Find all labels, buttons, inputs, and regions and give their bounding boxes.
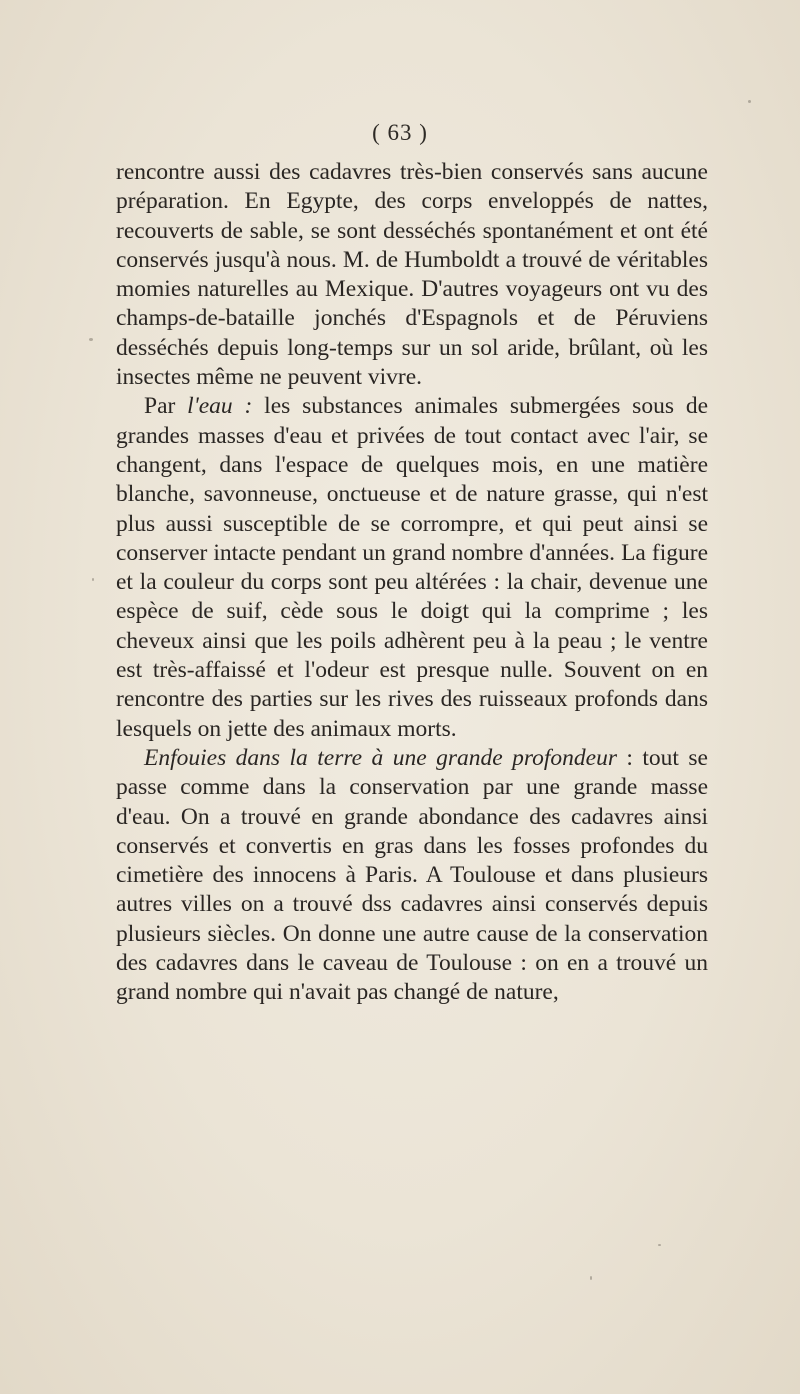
paper-speck — [748, 100, 751, 103]
paper-speck — [658, 1244, 661, 1246]
paper-speck — [92, 578, 94, 581]
paragraph-2-lead: Par — [144, 393, 188, 420]
paragraph-2-text: les substances animales submergées sous de grandes masses d'eau et privées de tout contact avec l'air, se changent, dans l'espace de quelques mois, en une matière blanche, savonneuse, onctueuse et de nature grasse, qui n'est plus aussi susceptible de se corrompre, et qui peut ainsi se conserver intacte pendant un grand nombre d'années. La figure et la couleur du corps sont peu altérées : la chair, devenue une espèce de suif, cède sous le doigt qui la comprime ; les cheveux ainsi que les poils adhèrent peu à la peau ; le ventre est très-affaissé et l'odeur est presque nulle. Souvent on en rencontre des parties sur les rives des ruisseaux profonds dans lesquels on jette des animaux morts. — [116, 393, 708, 742]
paragraph-2-emphasis: l'eau : — [187, 393, 253, 420]
paragraph-1 — [116, 158, 708, 392]
paragraph-2 — [116, 392, 708, 744]
paper-speck — [590, 1276, 592, 1280]
paragraph-1-text: rencontre aussi des cadavres très-bien conservés sans aucune préparation. En Egypte, des corps enveloppés de nattes, recouverts de sable, se sont desséchés spontanément et ont été conservés jusqu'à nous. M. de Humboldt a trouvé de véritables momies naturelles au Mexique. D'autres voyageurs ont vu des champs-de-bataille jonchés d'Espagnols et de Péruviens desséchés depuis long-temps sur un sol aride, brûlant, où les insectes même ne peuvent vivre. — [116, 159, 708, 391]
page-number: ( 63 ) — [372, 120, 428, 145]
paragraph-3-emphasis: Enfouies dans la terre à une grande profondeur — [144, 744, 617, 771]
paragraph-3-text: : tout se passe comme dans la conservation par une grande masse d'eau. On a trouvé en grande abondance des cadavres ainsi conservés et convertis en gras dans les fosses profondes du cimetière des innocens à Paris. A Toulouse et dans plusieurs autres villes on a trouvé dss cadavres ainsi conservés depuis plusieurs siècles. On donne une autre cause de la conservation des cadavres dans le caveau de Toulouse : on en a trouvé un grand nombre qui n'avait pas changé de nature, — [116, 744, 708, 1006]
body-text — [116, 158, 708, 1008]
paragraph-3 — [116, 744, 708, 1008]
paper-speck — [89, 338, 93, 341]
